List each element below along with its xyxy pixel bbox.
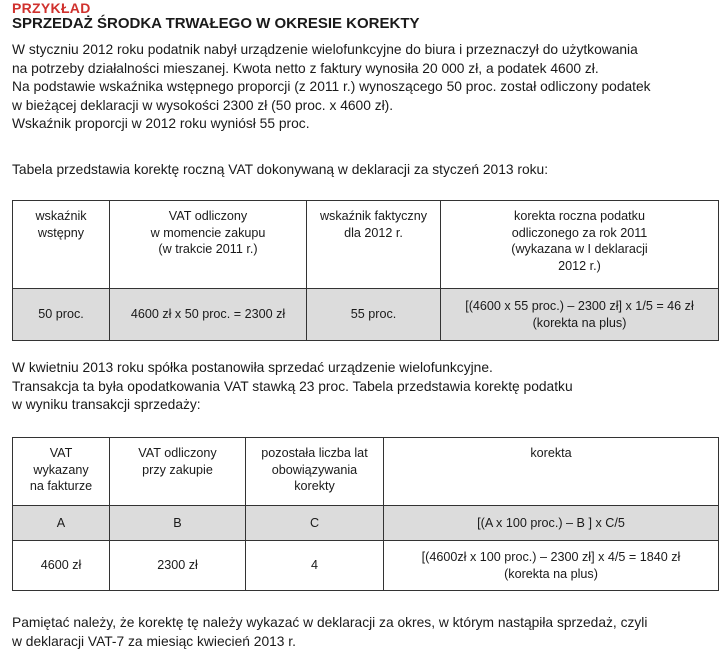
intro-paragraph bbox=[12, 41, 717, 134]
table2-symbol-cell: A bbox=[13, 506, 110, 541]
table1-cell: [(4600 x 55 proc.) – 2300 zł] x 1/5 = 46 zł (korekta na plus) bbox=[441, 289, 719, 341]
table1-cell: 4600 zł x 50 proc. = 2300 zł bbox=[110, 289, 307, 341]
table2-symbol-cell: [(A x 100 proc.) – B ] x C/5 bbox=[384, 506, 719, 541]
table2-header-cell: VAT wykazany na fakturze bbox=[13, 438, 110, 506]
table1-data-row bbox=[13, 289, 719, 341]
table1-cell: 55 proc. bbox=[307, 289, 441, 341]
intro-line: Wskaźnik proporcji w 2012 roku wyniósł 55 proc. bbox=[12, 116, 310, 131]
intro-line: Na podstawie wskaźnika wstępnego proporcji (z 2011 r.) wynoszącego 50 proc. został odliczony podatek bbox=[12, 79, 651, 94]
table2-cell: 4 bbox=[246, 541, 384, 591]
intro-line: na potrzeby działalności mieszanej. Kwota netto z faktury wynosiła 20 000 zł, a podatek 4600 zł. bbox=[12, 60, 599, 76]
table2-data-row bbox=[13, 541, 719, 591]
intro-line: W styczniu 2012 roku podatnik nabył urządzenie wielofunkcyjne do biura i przeznaczył do użytkowania bbox=[12, 42, 638, 57]
table2-header-cell: korekta bbox=[384, 438, 719, 506]
footer-line: w deklaracji VAT-7 za miesiąc kwiecień 2013 r. bbox=[12, 633, 296, 649]
table1-header-cell: wskaźnik faktyczny dla 2012 r. bbox=[307, 201, 441, 289]
table1-caption bbox=[12, 161, 717, 180]
example-label: PRZYKŁAD bbox=[12, 0, 91, 16]
table1-header-row bbox=[13, 201, 719, 289]
table2-cell: 2300 zł bbox=[110, 541, 246, 591]
table1-header-cell: VAT odliczony w momencie zakupu (w trakcie 2011 r.) bbox=[110, 201, 307, 289]
footer-paragraph bbox=[12, 614, 717, 651]
footer-line: Pamiętać należy, że korektę tę należy wykazać w deklaracji za okres, w którym nastąpiła sprzedaż, czyli bbox=[12, 615, 648, 630]
table2-cell: 4600 zł bbox=[13, 541, 110, 591]
middle-paragraph bbox=[12, 359, 717, 415]
table2-header-row bbox=[13, 438, 719, 506]
table2-symbol-row bbox=[13, 506, 719, 541]
middle-line: Transakcja ta była opodatkowania VAT stawką 23 proc. Tabela przedstawia korektę podatku bbox=[12, 378, 573, 394]
table2-symbol-cell: B bbox=[110, 506, 246, 541]
middle-line: W kwietniu 2013 roku spółka postanowiła sprzedać urządzenie wielofunkcyjne. bbox=[12, 360, 493, 375]
table1-caption-text: Tabela przedstawia korektę roczną VAT dokonywaną w deklaracji za styczeń 2013 roku: bbox=[12, 162, 549, 177]
table2-symbol-cell: C bbox=[246, 506, 384, 541]
sale-correction-table bbox=[12, 437, 719, 591]
table1-header-cell: korekta roczna podatku odliczonego za rok 2011 (wykazana w I deklaracji 2012 r.) bbox=[441, 201, 719, 289]
annual-correction-table bbox=[12, 200, 719, 341]
page-title: SPRZEDAŻ ŚRODKA TRWAŁEGO W OKRESIE KOREKTY bbox=[12, 15, 420, 32]
table1-cell: 50 proc. bbox=[13, 289, 110, 341]
table2-header-cell: pozostała liczba lat obowiązywania korekty bbox=[246, 438, 384, 506]
table1-header-cell: wskaźnik wstępny bbox=[13, 201, 110, 289]
table2-cell: [(4600zł x 100 proc.) – 2300 zł] x 4/5 = 1840 zł (korekta na plus) bbox=[384, 541, 719, 591]
middle-line: w wyniku transakcji sprzedaży: bbox=[12, 397, 201, 412]
intro-line: w bieżącej deklaracji w wysokości 2300 zł (50 proc. x 4600 zł). bbox=[12, 97, 394, 113]
table2-header-cell: VAT odliczony przy zakupie bbox=[110, 438, 246, 506]
